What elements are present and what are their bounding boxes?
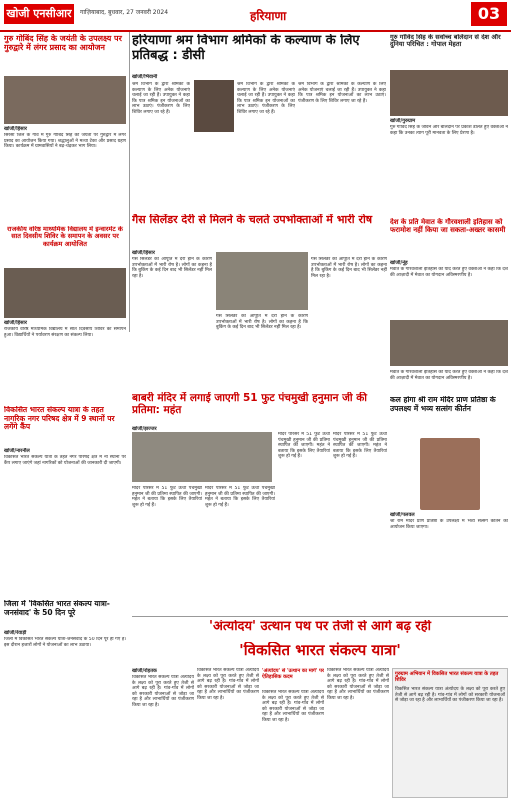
right-top-body: गुरु गोविंद सिंह के जीवन और बलिदान पर प्रकाश डालते हुए वक्ताओं ने कहा कि उनका त्याग पूरी मानवता के लिए प्रेरणा है। bbox=[390, 125, 508, 136]
district-headline: जिला में 'विकसित भारत संकल्प यात्रा-जनसंवाद' के 50 दिन पूरे bbox=[4, 600, 110, 617]
ram-photo bbox=[420, 438, 480, 510]
district-dateline: खोजी/रेवाड़ी bbox=[4, 630, 27, 636]
ram-dateline: खोजी/पलवल bbox=[390, 512, 415, 518]
left-top-dateline: खोजी/हिसार bbox=[4, 126, 27, 132]
babri-body-2: मंदिर परिसर में 51 फुट ऊंची पंचमुखी हनुमान जी की प्रतिमा स्थापित की जाएगी। महंत ने बताया कि इसके लिए तैयारियां शुरू हो गई हैं। bbox=[205, 486, 275, 508]
babri-body-3: मंदिर परिसर में 51 फुट ऊंची पंचमुखी हनुमान जी की प्रतिमा स्थापित की जाएगी। महंत ने बताया कि इसके लिए तैयारियां शुरू हो गई हैं। bbox=[278, 432, 330, 460]
right-top-headline: गुरु गोविंद सिंह के सर्वोच्च बलिदान से देश और दुनिया परिचित : गोपाल मेहता bbox=[390, 34, 501, 49]
right-top-dateline: खोजी/गुरुग्राम bbox=[390, 118, 416, 124]
side-box-title: गुरुग्राम अभियान में विकसित भारत संकल्प यात्रा के तहत शिविर bbox=[395, 671, 499, 683]
babri-body-1: मंदिर परिसर में 51 फुट ऊंची पंचमुखी हनुमान जी की प्रतिमा स्थापित की जाएगी। महंत ने बताया कि इसके लिए तैयारियां शुरू हो गई हैं। bbox=[132, 486, 202, 508]
page-number: 03 bbox=[471, 2, 507, 26]
gas-body-3: गैस सिलेंडर की आपूर्ति में देरी होने के कारण उपभोक्ताओं में भारी रोष है। लोगों का कहना है कि बुकिंग के कई दिन बाद भी सिलेंडर नहीं मिल रहा है। bbox=[311, 257, 387, 279]
brand-logo: खोजी एनसीआर bbox=[4, 4, 74, 24]
antyodaya-dateline: खोजी/रोहतक bbox=[132, 668, 157, 674]
gas-dateline: खोजी/हिसार bbox=[132, 250, 155, 256]
left-top-photo bbox=[4, 76, 126, 124]
gas-headline: गैस सिलेंडर देरी से मिलने के चलते उपभोक्ताओं में भारी रोष bbox=[132, 214, 373, 226]
rajkiya-dateline: खोजी/हिसार bbox=[4, 320, 27, 326]
mewat-body-2: मेवात के गौरवशाली इतिहास को याद करते हुए वक्ताओं ने कहा कि देश की आज़ादी में मेवात का योगदान अविस्मरणीय है। bbox=[390, 370, 508, 381]
gas-body-1: गैस सिलेंडर की आपूर्ति में देरी होने के कारण उपभोक्ताओं में भारी रोष है। लोगों का कहना है कि बुकिंग के कई दिन बाद भी सिलेंडर नहीं मिल रहा है। bbox=[132, 257, 212, 279]
antyodaya-body-4: विकसित भारत संकल्प यात्रा अंत्योदय के लक्ष्य को पूरा करते हुए तेजी से आगे बढ़ रही है। गांव-गांव में लोगों को सरकारी योजनाओं से जोड़ा जा रहा है और लाभार्थियों का पंजीकरण किया जा रहा है। bbox=[327, 668, 389, 701]
mewat-photo bbox=[390, 320, 508, 366]
antyodaya-side-box bbox=[392, 668, 508, 798]
main-top-body-3: श्रम विभाग के द्वारा श्रमिकों के कल्याण के लिए अनेक योजनाएं चलाई जा रही हैं। उपायुक्त ने कहा कि पात्र श्रमिक इन योजनाओं का लाभ उठाएं। पंजीकरण के लिए शिविर लगाए जा रहे हैं। bbox=[298, 82, 386, 104]
babri-dateline: खोजी/झज्जर bbox=[132, 426, 157, 432]
issue-meta: गाज़ियाबाद, बुधवार, 27 जनवरी 2024 bbox=[80, 9, 169, 16]
babri-body-4: मंदिर परिसर में 51 फुट ऊंची पंचमुखी हनुमान जी की प्रतिमा स्थापित की जाएगी। महंत ने बताया कि इसके लिए तैयारियां शुरू हो गई हैं। bbox=[333, 432, 387, 460]
rajkiya-photo bbox=[4, 268, 126, 318]
masthead bbox=[0, 0, 511, 32]
antyodaya-headline-2: 'विकसित भारत संकल्प यात्रा' bbox=[239, 642, 401, 659]
mewat-dateline: खोजी/नूंह bbox=[390, 260, 408, 266]
main-top-body-1: श्रम विभाग के द्वारा श्रमिकों के कल्याण के लिए अनेक योजनाएं चलाई जा रही हैं। उपायुक्त ने कहा कि पात्र श्रमिक इन योजनाओं का लाभ उठाएं। पंजीकरण के लिए शिविर लगाए जा रहे हैं। bbox=[132, 82, 190, 115]
viksit-left-dateline: खोजी/नारनौल bbox=[4, 448, 30, 454]
antyodaya-body-1: विकसित भारत संकल्प यात्रा अंत्योदय के लक्ष्य को पूरा करते हुए तेजी से आगे बढ़ रही है। गांव-गांव में लोगों को सरकारी योजनाओं से जोड़ा जा रहा है और लाभार्थियों का पंजीकरण किया जा रहा है। bbox=[132, 675, 194, 708]
rajkiya-headline: राजकीय वरिष्ठ माध्यमिक विद्यालय में इन्वारमेंट के सात दिवसीय शिविर के समापन के अवसर पर कार्यक्रम आयोजित bbox=[7, 226, 123, 248]
main-top-headline: हरियाणा श्रम विभाग श्रमिकों के कल्याण के लिए प्रतिबद्ध : डीसी bbox=[132, 34, 360, 63]
viksit-left-body: विकसित भारत संकल्प यात्रा के तहत नगर परिषद क्षेत्र में नौ स्थानों पर कैंप लगाए जाएंगे जहां नागरिकों को योजनाओं की जानकारी दी जाएगी। bbox=[4, 455, 126, 466]
district-body: जिला में विकसित भारत संकल्प यात्रा-जनसंवाद के 50 दिन पूरे हो गए हैं। इस दौरान हजारों लोगों ने योजनाओं का लाभ उठाया। bbox=[4, 637, 126, 648]
antyodaya-subhead: 'अंत्योदय' से 'उत्थान का मार्ग' पर ऐतिहासिक कदम bbox=[262, 668, 324, 680]
mewat-body: मेवात के गौरवशाली इतिहास को याद करते हुए वक्ताओं ने कहा कि देश की आज़ादी में मेवात का योगदान अविस्मरणीय है। bbox=[390, 267, 508, 278]
left-top-headline: गुरु गोबिंद सिंह के जयंती के उपलक्ष्य पर गुरुद्वारे में लंगर प्रसाद का आयोजन bbox=[4, 34, 122, 53]
antyodaya-headline-1: 'अंत्योदय' उत्थान पथ पर तेजी से आगे बढ़ रही bbox=[208, 620, 432, 634]
side-box-body: विकसित भारत संकल्प यात्रा अंत्योदय के लक्ष्य को पूरा करते हुए तेजी से आगे बढ़ रही है। गांव-गांव में लोगों को सरकारी योजनाओं से जोड़ा जा रहा है और लाभार्थियों का पंजीकरण किया जा रहा है। bbox=[395, 687, 505, 704]
viksit-left-headline: विकसित भारत संकल्प यात्रा के तहत नागरिक नगर परिषद क्षेत्र में 9 स्थानों पर लगेंगे कैंप bbox=[4, 406, 115, 432]
gas-body-2: गैस सिलेंडर की आपूर्ति में देरी होने के कारण उपभोक्ताओं में भारी रोष है। लोगों का कहना है कि बुकिंग के कई दिन बाद भी सिलेंडर नहीं मिल रहा है। bbox=[216, 314, 308, 331]
section-rule bbox=[132, 616, 508, 617]
officer-photo bbox=[194, 80, 234, 132]
ram-headline: कल होगा श्री राम मंदिर प्राण प्रतिष्ठा के उपलक्ष्य में भव्य सत्संग कीर्तन bbox=[390, 396, 496, 413]
column-divider bbox=[129, 32, 130, 332]
antyodaya-body-3: विकसित भारत संकल्प यात्रा अंत्योदय के लक्ष्य को पूरा करते हुए तेजी से आगे बढ़ रही है। गांव-गांव में लोगों को सरकारी योजनाओं से जोड़ा जा रहा है और लाभार्थियों का पंजीकरण किया जा रहा है। bbox=[262, 690, 324, 723]
rajkiya-body: राजकीय वरिष्ठ माध्यमिक विद्यालय में सात दिवसीय शिविर का समापन हुआ। विद्यार्थियों ने पर्यावरण संरक्षण का संकल्प लिया। bbox=[4, 327, 126, 338]
section-title: हरियाणा bbox=[250, 9, 287, 23]
left-top-body: सिरसा जिले के गांव में गुरु गोबिंद सिंह की जयंती पर गुरुद्वारे में लंगर प्रसाद का आयोजन किया गया। श्रद्धालुओं ने मत्था टेका और प्रसाद ग्रहण किया। कार्यक्रम में ग्रामवासियों ने बढ़-चढ़कर भाग लिया। bbox=[4, 133, 126, 150]
antyodaya-body-2: विकसित भारत संकल्प यात्रा अंत्योदय के लक्ष्य को पूरा करते हुए तेजी से आगे बढ़ रही है। गांव-गांव में लोगों को सरकारी योजनाओं से जोड़ा जा रहा है और लाभार्थियों का पंजीकरण किया जा रहा है। bbox=[197, 668, 259, 701]
main-top-dateline: खोजी/भिवानी bbox=[132, 74, 158, 80]
gas-photo bbox=[216, 252, 308, 310]
right-top-photo bbox=[390, 70, 508, 116]
babri-photo bbox=[132, 432, 272, 482]
main-top-body-2: श्रम विभाग के द्वारा श्रमिकों के कल्याण के लिए अनेक योजनाएं चलाई जा रही हैं। उपायुक्त ने कहा कि पात्र श्रमिक इन योजनाओं का लाभ उठाएं। पंजीकरण के लिए शिविर लगाए जा रहे हैं। bbox=[237, 82, 295, 115]
ram-body: श्री राम मंदिर प्राण प्रतिष्ठा के उपलक्ष्य में भव्य सत्संग कीर्तन का आयोजन किया जाएगा। bbox=[390, 519, 508, 530]
babri-headline: बाबरी मंदिर में लगाई जाएगी 51 फुट पंचमुखी हनुमान जी की प्रतिमा: महंत bbox=[132, 392, 368, 417]
mewat-headline: देश के प्रति मेवात के गौरवशाली इतिहास को फरामोश नहीं किया जा सकता-अख्तर कासमी bbox=[390, 218, 506, 235]
